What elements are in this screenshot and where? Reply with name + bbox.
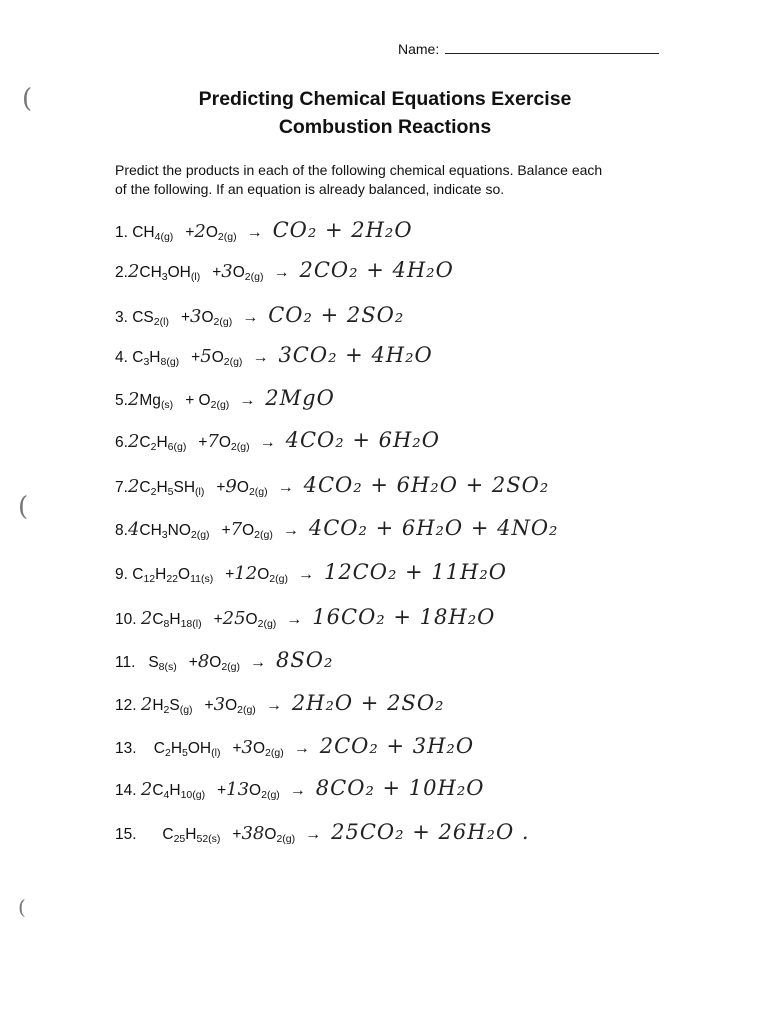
reactant-formula [139,479,204,497]
formula-subscript: 2 [150,441,157,453]
arrow: → [259,434,276,451]
oxygen-formula: $O_{2(g)}$ [245,611,277,630]
formula-subscript: 2(g) [261,789,280,801]
plus-sign: + [180,309,191,326]
formula-subscript: 2(g) [237,704,256,716]
instructions-line: of the following. If an equation is already balanced, indicate so. [115,181,505,197]
plus-sign: + [216,479,226,496]
formula-element: C [153,740,165,757]
formula-element: OH [187,740,212,757]
reactant-formula [152,782,205,800]
formula-element: H [152,697,164,714]
handwritten-products: 2MgO [265,386,335,410]
equation-number: 3. [115,309,133,326]
equation-number: 14. [115,782,141,799]
name-blank-line[interactable] [445,41,659,54]
equation-row [115,343,433,367]
plus-sign: + [213,611,223,628]
formula-subscript: 2(g) [265,747,284,759]
reactant-formula [139,392,173,410]
formula-subscript: (s) [160,399,174,411]
formula-subscript: 52(s) [196,833,221,845]
equation-row [115,473,549,497]
formula-element: H [169,782,181,799]
equation-number: 11. [115,654,149,671]
formula-subscript: 2(g) [221,661,241,673]
formula-subscript: 6(g) [167,441,187,453]
handwritten-oxygen-coefficient: 13 [226,779,250,800]
formula-subscript: 18(l) [180,618,202,630]
oxygen-formula: $O_{2(g)}$ [205,224,237,243]
plus-sign: + [225,566,235,583]
equation-row [115,516,558,540]
plus-sign: + [188,654,198,671]
formula-element: H [156,479,168,496]
arrow: → [297,566,314,583]
equation-row [115,303,404,327]
formula-element: H [155,566,167,583]
formula-subscript: 3 [161,529,168,541]
formula-element: S [169,697,180,714]
formula-element: C [139,479,151,496]
handwritten-oxygen-coefficient: 12 [234,563,258,584]
arrow: → [273,264,290,281]
handwritten-oxygen-coefficient: 8 [197,651,210,672]
handwritten-products: 3CO₂ + 4H₂O [278,343,433,367]
handwritten-oxygen-coefficient: 3 [221,261,233,282]
formula-subscript: 2(g) [254,529,273,541]
formula-subscript: 2(g) [276,833,296,845]
handwritten-products: 4CO₂ + 6H₂O + 4NO₂ [308,516,559,540]
formula-subscript: 2(g) [230,441,250,453]
handwritten-products: 8SO₂ [276,648,334,672]
formula-subscript: (g) [179,704,193,716]
reactant-formula [152,611,201,629]
equation-number: 10. [115,611,141,628]
formula-subscript: 2(g) [244,271,264,283]
formula-subscript: 2(g) [257,618,277,630]
handwritten-reactant-coefficient: 2 [127,431,140,452]
plus-sign: + [232,740,242,757]
plus-sign: + [212,264,222,281]
equation-row [115,648,333,672]
formula-element: CH [139,522,162,539]
equation-number: 8. [115,522,128,539]
name-field[interactable] [398,41,659,57]
handwritten-products: 2H₂O + 2SO₂ [291,691,445,715]
handwritten-products: 4CO₂ + 6H₂O [285,428,440,452]
arrow: → [246,224,263,241]
reactant-formula [139,522,209,540]
formula-subscript: 2(g) [223,356,243,368]
arrow: → [293,740,310,757]
formula-subscript: (l) [190,271,201,283]
formula-subscript: 2 [163,704,170,716]
handwritten-reactant-coefficient: 2 [127,476,140,497]
equation-row [115,776,484,800]
equation-number: 13. [115,740,154,757]
equation-row [115,734,474,758]
arrow: → [305,826,322,843]
arrow: → [242,309,259,326]
handwritten-oxygen-coefficient: 3 [241,737,253,758]
equation-number: 6. [115,434,128,451]
arrow: → [252,349,269,366]
formula-element: H [169,611,181,628]
plus-sign: + [204,697,214,714]
formula-subscript: 2(g) [210,399,230,411]
reactant-formula [148,654,176,672]
oxygen-formula: $O_{2(g)}$ [211,349,243,368]
oxygen-formula: $O_{2(g)}$ [264,826,296,845]
equation-number: 15. [115,826,163,843]
arrow: → [289,782,306,799]
equation-number: 12. [115,697,141,714]
equation-row [115,560,507,584]
oxygen-formula: $O_{2(g)}$ [242,522,273,541]
handwritten-oxygen-coefficient: 9 [225,476,237,497]
formula-element: CH [139,264,162,281]
formula-subscript: 25 [173,833,186,845]
formula-element: OH [167,264,191,281]
plus-sign: + [221,522,231,539]
reactant-formula [132,224,173,242]
equation-number: 4. [115,349,133,366]
reactant-formula [154,740,221,758]
handwritten-products: 8CO₂ + 10H₂O [315,776,485,800]
equation-row [115,258,454,282]
formula-element: C [152,782,164,799]
handwritten-products: 2CO₂ + 4H₂O [299,258,454,282]
formula-subscript: 8(s) [158,661,177,673]
formula-subscript: 3 [143,356,150,368]
equation-row [115,820,530,844]
formula-element: CH [132,224,155,241]
formula-element: H [149,349,161,366]
formula-subscript: 5 [167,486,174,498]
reactant-formula [132,349,179,367]
margin-mark: ( [18,492,29,522]
handwritten-products: CO₂ + 2SO₂ [268,303,405,327]
formula-element: O [178,566,191,583]
handwritten-products: 16CO₂ + 18H₂O [312,605,496,629]
oxygen-formula: $O_{2(g)}$ [257,566,288,585]
handwritten-oxygen-coefficient: 7 [207,431,219,452]
plus-sign: + [185,224,195,241]
arrow: → [282,522,299,539]
equation-number: 2. [115,264,128,281]
handwritten-reactant-coefficient: 2 [140,608,153,629]
oxygen-formula: $O_{2(g)}$ [201,309,233,328]
formula-element: C [152,611,164,628]
equation-row [115,691,444,715]
formula-subscript: 2(g) [217,231,237,243]
arrow: → [277,479,294,496]
plus-sign: + [217,782,227,799]
plus-sign: + [185,392,199,409]
oxygen-formula: $O_{2(g)}$ [249,782,280,801]
formula-element: H [156,434,168,451]
reactant-formula [132,309,169,327]
formula-subscript: 2(g) [190,529,210,541]
name-label: Name: [398,41,440,57]
handwritten-reactant-coefficient: 2 [140,694,153,715]
handwritten-reactant-coefficient: 2 [127,261,140,282]
formula-element: H [185,826,197,843]
formula-subscript: (l) [211,747,221,759]
handwritten-oxygen-coefficient: 25 [222,608,246,629]
equation-row [115,428,440,452]
formula-subscript: 2(g) [213,316,233,328]
formula-subscript: 12 [143,573,156,585]
reactant-formula [162,826,220,844]
formula-subscript: 2(g) [269,573,288,585]
handwritten-products: 12CO₂ + 11H₂O [323,560,507,584]
equation-number: 7. [115,479,128,496]
oxygen-formula: $O_{2(g)}$ [218,434,250,453]
handwritten-reactant-coefficient: 2 [127,389,140,410]
reactant-formula [132,566,213,584]
arrow: → [239,392,256,409]
formula-subscript: 2(l) [153,316,169,328]
reactant-formula [139,434,186,452]
formula-subscript: 2 [150,486,157,498]
plus-sign: + [191,349,201,366]
formula-subscript: 22 [166,573,179,585]
formula-element: C [132,566,144,583]
handwritten-oxygen-coefficient: 3 [190,306,202,327]
page-title: Predicting Chemical Equations Exercise [198,88,572,110]
equation-number: 9. [115,566,133,583]
reactant-formula [152,697,192,715]
formula-subscript: 4 [163,789,170,801]
plus-sign: + [198,434,208,451]
equation-number: 5. [115,392,128,409]
instructions [115,161,655,199]
handwritten-reactant-coefficient: 2 [140,779,153,800]
handwritten-products: CO₂ + 2H₂O [272,218,413,242]
formula-element: CS [132,309,154,326]
oxygen-formula: $O_{2(g)}$ [198,392,230,411]
formula-subscript: 8 [163,618,170,630]
handwritten-oxygen-coefficient: 2 [194,221,206,242]
page-subtitle: Combustion Reactions [278,116,492,138]
margin-mark: ( [18,895,26,919]
oxygen-formula: $O_{2(g)}$ [232,264,264,283]
oxygen-formula: $O_{2(g)}$ [236,479,268,498]
formula-element: C [162,826,174,843]
handwritten-products: 25CO₂ + 26H₂O . [331,820,530,844]
formula-element: H [170,740,183,757]
reactant-formula [139,264,200,282]
oxygen-formula: $O_{2(g)}$ [209,654,241,673]
formula-subscript: 8(g) [160,356,180,368]
handwritten-products: 4CO₂ + 6H₂O + 2SO₂ [303,473,550,497]
handwritten-products: 2CO₂ + 3H₂O [319,734,475,758]
arrow: → [286,611,303,628]
formula-subscript: 4(g) [154,231,174,243]
handwritten-oxygen-coefficient: 3 [213,694,226,715]
formula-subscript: 2 [164,747,171,759]
formula-element: Mg [139,392,161,409]
arrow: → [265,697,282,714]
handwritten-oxygen-coefficient: 5 [200,346,212,367]
oxygen-formula: $O_{2(g)}$ [225,697,256,716]
formula-subscript: 11(s) [190,573,214,585]
equation-row [115,605,495,629]
margin-mark: ( [22,84,33,114]
equation-row [115,386,335,410]
handwritten-reactant-coefficient: 4 [127,519,140,540]
oxygen-formula: $O_{2(g)}$ [252,740,284,759]
formula-element: C [132,349,144,366]
formula-subscript: 3 [161,271,168,283]
formula-subscript: 10(g) [180,789,206,801]
instructions-line: Predict the products in each of the following chemical equations. Balance each [115,162,603,178]
formula-element: NO [167,522,191,539]
formula-element: S [148,654,159,671]
equation-row [115,218,413,242]
formula-element: SH [173,479,196,496]
formula-subscript: 2(g) [248,486,268,498]
handwritten-oxygen-coefficient: 7 [230,519,243,540]
plus-sign: + [232,826,242,843]
equation-number: 1. [115,224,133,241]
arrow: → [250,654,267,671]
formula-element: C [139,434,151,451]
handwritten-oxygen-coefficient: 38 [241,823,265,844]
formula-subscript: 5 [182,747,188,759]
formula-subscript: (l) [195,486,205,498]
